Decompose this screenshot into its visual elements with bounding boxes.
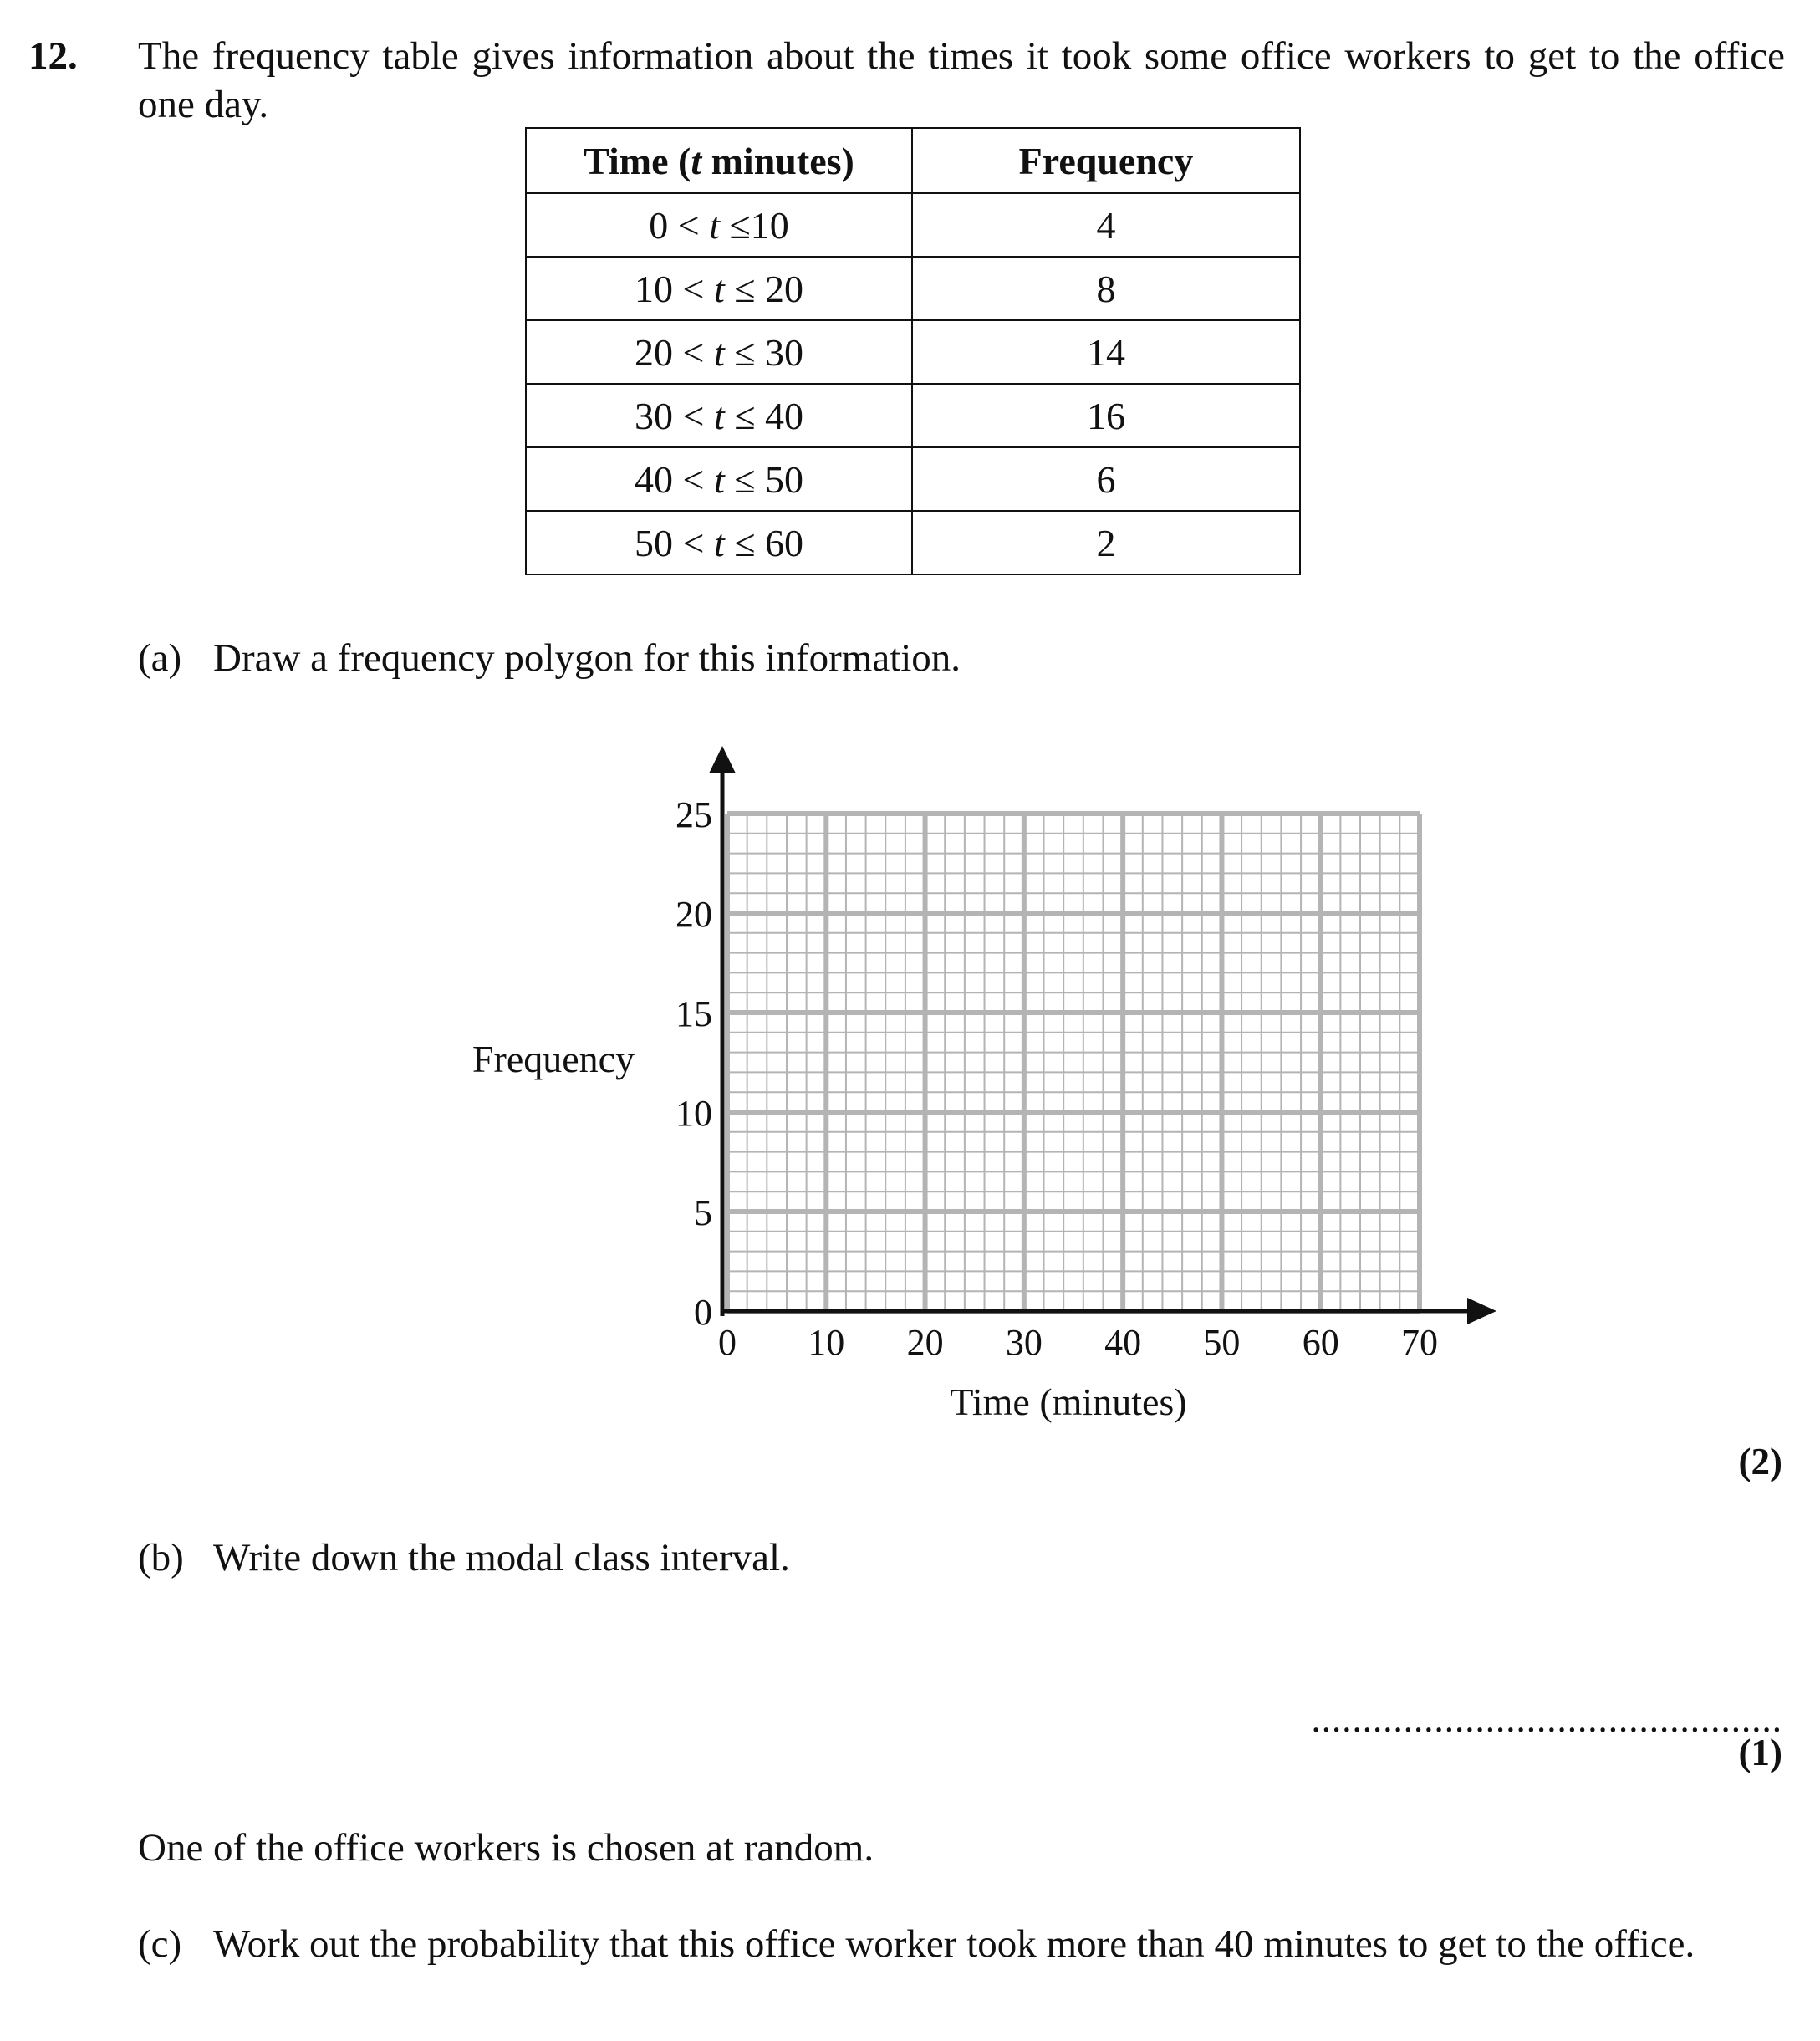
y-tick-label: 25 <box>675 794 712 835</box>
y-tick-label: 15 <box>675 993 712 1034</box>
y-tick-label: 0 <box>694 1292 712 1333</box>
x-tick-label: 50 <box>1203 1322 1241 1363</box>
header-frequency: Frequency <box>912 128 1300 193</box>
part-b <box>138 1533 790 1582</box>
time-interval-cell: 30 < t ≤ 40 <box>526 384 912 447</box>
time-interval-cell: 10 < t ≤ 20 <box>526 257 912 320</box>
x-tick-label: 60 <box>1302 1322 1339 1363</box>
question-stem: The frequency table gives information about the times it took some office workers to get to the office one day. <box>138 34 1785 126</box>
part-c-label: (c) <box>138 1922 182 1966</box>
part-b-text: Write down the modal class interval. <box>213 1536 790 1579</box>
part-c-intro: One of the office workers is chosen at random. <box>138 1826 874 1870</box>
frequency-cell: 14 <box>912 320 1300 384</box>
frequency-cell: 16 <box>912 384 1300 447</box>
part-a-label: (a) <box>138 636 182 680</box>
time-interval-cell: 0 < t ≤10 <box>526 193 912 257</box>
x-axis-arrow <box>1467 1298 1496 1324</box>
y-tick-label: 5 <box>694 1192 712 1233</box>
part-c <box>138 1920 1785 1968</box>
time-interval-cell: 40 < t ≤ 50 <box>526 447 912 511</box>
part-b-marks: (1) <box>1738 1732 1782 1773</box>
x-tick-label: 70 <box>1401 1322 1438 1363</box>
time-interval-cell: 20 < t ≤ 30 <box>526 320 912 384</box>
question-number: 12. <box>28 34 78 78</box>
x-tick-label: 40 <box>1104 1322 1142 1363</box>
x-tick-labels <box>718 1322 1438 1363</box>
x-axis-label: Time (minutes) <box>950 1380 1187 1423</box>
x-tick-label: 0 <box>718 1322 737 1363</box>
header-time: Time (t minutes) <box>526 128 912 193</box>
x-tick-label: 30 <box>1005 1322 1043 1363</box>
frequency-cell: 6 <box>912 447 1300 511</box>
x-tick-label: 20 <box>906 1322 944 1363</box>
part-b-label: (b) <box>138 1536 184 1579</box>
y-tick-labels <box>675 794 712 1333</box>
answer-line-b[interactable]: .............................................. <box>1311 1698 1782 1740</box>
grid-minor-lines <box>727 814 1420 1311</box>
part-a-marks: (2) <box>1738 1441 1782 1482</box>
y-tick-label: 20 <box>675 894 712 935</box>
x-tick-label: 10 <box>808 1322 845 1363</box>
frequency-cell: 8 <box>912 257 1300 320</box>
y-tick-label: 10 <box>675 1093 712 1134</box>
frequency-cell: 4 <box>912 193 1300 257</box>
time-interval-cell: 50 < t ≤ 60 <box>526 511 912 574</box>
grid-major-lines <box>727 814 1420 1311</box>
frequency-cell: 2 <box>912 511 1300 574</box>
y-axis-label: Frequency <box>472 1038 635 1080</box>
part-c-text: Work out the probability that this office worker took more than 40 minutes to get to the office. <box>213 1922 1695 1966</box>
y-axis-arrow <box>709 746 736 773</box>
part-a-text: Draw a frequency polygon for this information. <box>213 636 961 680</box>
